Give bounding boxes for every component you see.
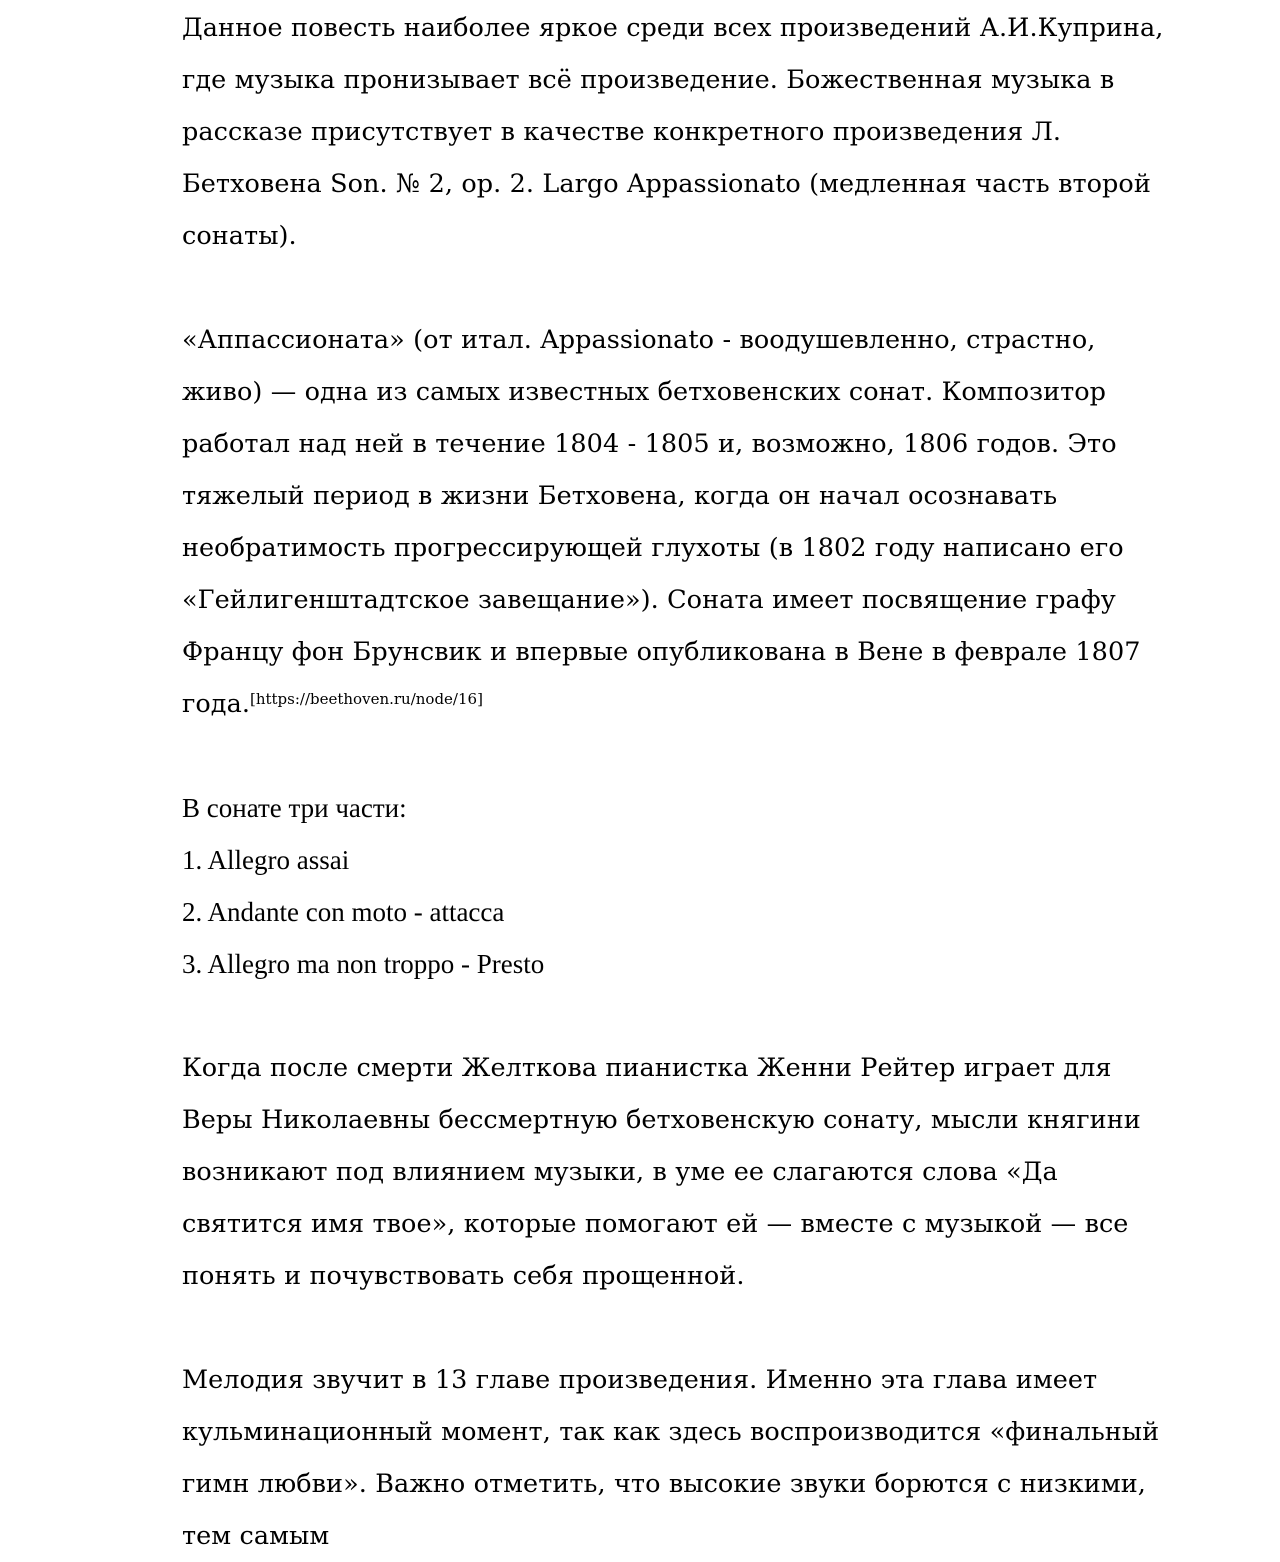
sonata-movements-block: [182, 782, 1184, 990]
list-item: 1. Allegro assai: [182, 845, 350, 875]
list-item: 3. Allegro ma non troppo - Presto: [182, 949, 545, 979]
sonata-movements-list: [182, 834, 1184, 990]
document-body: [182, 2, 1184, 1562]
sonata-movements-lead: В сонате три части:: [182, 793, 407, 823]
paragraph-chapter-thirteen: Мелодия звучит в 13 главе произведения. Именно эта глава имеет кульминационный момент, так как здесь воспроизводится «финальный гимн любви». Важно отметить, что высокие звуки борются с низкими, тем самым: [182, 1365, 1160, 1551]
citation-link-beethoven[interactable]: [https://beethoven.ru/node/16]: [249, 689, 483, 708]
paragraph-appassionata-history: [182, 314, 1184, 730]
paragraph-zhenny-reiter: Когда после смерти Желткова пианистка Женни Рейтер играет для Веры Николаевны бессмертную бетховенскую сонату, мысли княгини возникают под влиянием музыки, в уме ее слагаются слова «Да святится имя твое», которые помогают ей — вместе с музыкой — все понять и почувствовать себя прощенной.: [182, 1053, 1141, 1291]
list-item: 2. Andante con moto - attacca: [182, 897, 505, 927]
paragraph-appassionata-text: «Аппассионата» (от итал. Appassionato - воодушевленно, страстно, живо) — одна из самых известных бетховенских сонат. Композитор работал над ней в течение 1804 - 1805 и, возможно, 1806 годов. Это тяжелый период в жизни Бетховена, когда он начал осознавать необратимость прогрессирующей глухоты (в 1802 году написано его «Гейлигенштадтское завещание»). Соната имеет посвящение графу Францу фон Брунсвик и впервые опубликована в Вене в феврале 1807 года.: [182, 325, 1141, 719]
paragraph-kuprin-intro: Данное повесть наиболее яркое среди всех произведений А.И.Куприна, где музыка пронизывает всё произведение. Божественная музыка в рассказе присутствует в качестве конкретного произведения Л. Бетховена Son. № 2, op. 2. Largo Appassionato (медленная часть второй сонаты).: [182, 13, 1164, 251]
